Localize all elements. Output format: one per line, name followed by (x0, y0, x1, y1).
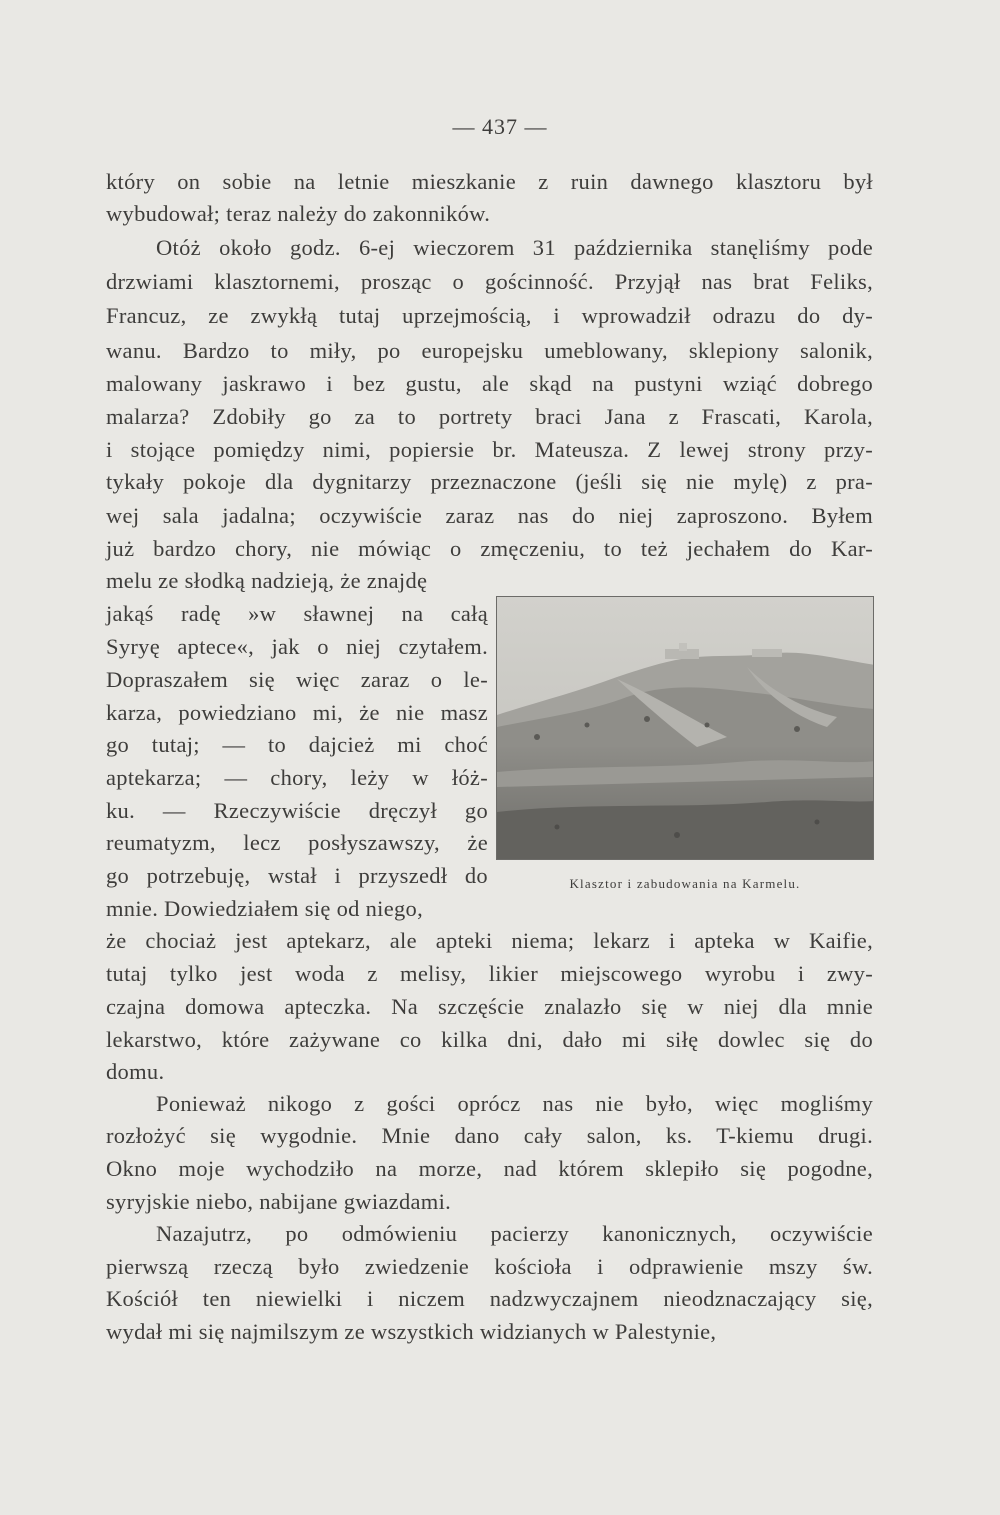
text-line: aptekarza; — chory, leży w łóż- (106, 765, 488, 790)
text-line: drzwiami klasztornemi, prosząc o gościnność. Przyjął nas brat Feliks, (106, 269, 873, 294)
text-line: wanu. Bardzo to miły, po europejsku umeblowany, sklepiony salonik, (106, 338, 873, 363)
text-line: Syryę aptece«, jak o niej czytałem. (106, 634, 488, 659)
text-line: go potrzebuję, wstał i przyszedł do (106, 863, 488, 888)
photo-monastery-carmel (496, 596, 874, 860)
figure-caption: Klasztor i zabudowania na Karmelu. (569, 876, 801, 891)
text-line: i stojące pomiędzy nimi, popiersie br. Mateusza. Z lewej strony przy- (106, 437, 873, 462)
text-line: syryjskie niebo, nabijane gwiazdami. (106, 1189, 452, 1214)
text-line: wydał mi się najmilszym ze wszystkich widzianych w Palestynie, (106, 1319, 717, 1344)
text-line: Okno moje wychodziło na morze, nad którem sklepiło się pogodne, (106, 1156, 873, 1181)
text-line: lekarstwo, które zażywane co kilka dni, dało mi siłę dowlec się do (106, 1027, 873, 1052)
text-line: rozłożyć się wygodnie. Mnie dano cały salon, ks. T-kiemu drugi. (106, 1123, 873, 1148)
text-line: karza, powiedziano mi, że nie masz (106, 700, 488, 725)
text-line: tykały pokoje dla dygnitarzy przeznaczone (jeśli się nie mylę) z pra- (106, 469, 873, 494)
text-line: mnie. Dowiedziałem się od niego, (106, 896, 424, 921)
text-line: jakąś radę »w sławnej na całą (106, 601, 488, 626)
text-line: pierwszą rzeczą było zwiedzenie kościoła i odprawienie mszy św. (106, 1254, 873, 1279)
page-number: — 437 — (452, 114, 548, 139)
text-line: Nazajutrz, po odmówieniu pacierzy kanonicznych, oczywiście (156, 1221, 873, 1246)
text-line: że chociaż jest aptekarz, ale apteki niema; lekarz i apteka w Kaifie, (106, 928, 873, 953)
text-line: melu ze słodką nadzieją, że znajdę (106, 568, 428, 593)
text-line: tutaj tylko jest woda z melisy, likier miejscowego wyrobu i zwy- (106, 961, 873, 986)
text-line: reumatyzm, lecz posłyszawszy, że (106, 830, 488, 855)
text-line: Ponieważ nikogo z gości oprócz nas nie było, więc mogliśmy (156, 1091, 873, 1116)
text-line: Kościół ten niewielki i niczem nadzwyczajnem nieodznaczający się, (106, 1286, 873, 1311)
text-line: który on sobie na letnie mieszkanie z ruin dawnego klasztoru był (106, 169, 873, 194)
text-line: Otóż około godz. 6-ej wieczorem 31 października stanęliśmy pode (156, 235, 873, 260)
text-line: czajna domowa apteczka. Na szczęście znalazło się w niej dla mnie (106, 994, 873, 1019)
text-line: malowany jaskrawo i bez gustu, ale skąd na pustyni wziąć dobrego (106, 371, 873, 396)
text-line: go tutaj; — to dajcież mi choć (106, 732, 488, 757)
text-line: już bardzo chory, nie mówiąc o zmęczeniu, to też jechałem do Kar- (106, 536, 873, 561)
text-line: wej sala jadalna; oczywiście zaraz nas do niej zaproszono. Byłem (106, 503, 873, 528)
text-line: ku. — Rzeczywiście dręczył go (106, 798, 488, 823)
landscape-photo-icon (497, 597, 874, 860)
text-line: Francuz, ze zwykłą tutaj uprzejmością, i wprowadził odrazu do dy- (106, 303, 873, 328)
text-line: domu. (106, 1059, 165, 1084)
text-line: Dopraszałem się więc zaraz o le- (106, 667, 488, 692)
text-line: malarza? Zdobiły go za to portrety braci Jana z Frascati, Karola, (106, 404, 873, 429)
text-line: wybudował; teraz należy do zakonników. (106, 201, 491, 226)
